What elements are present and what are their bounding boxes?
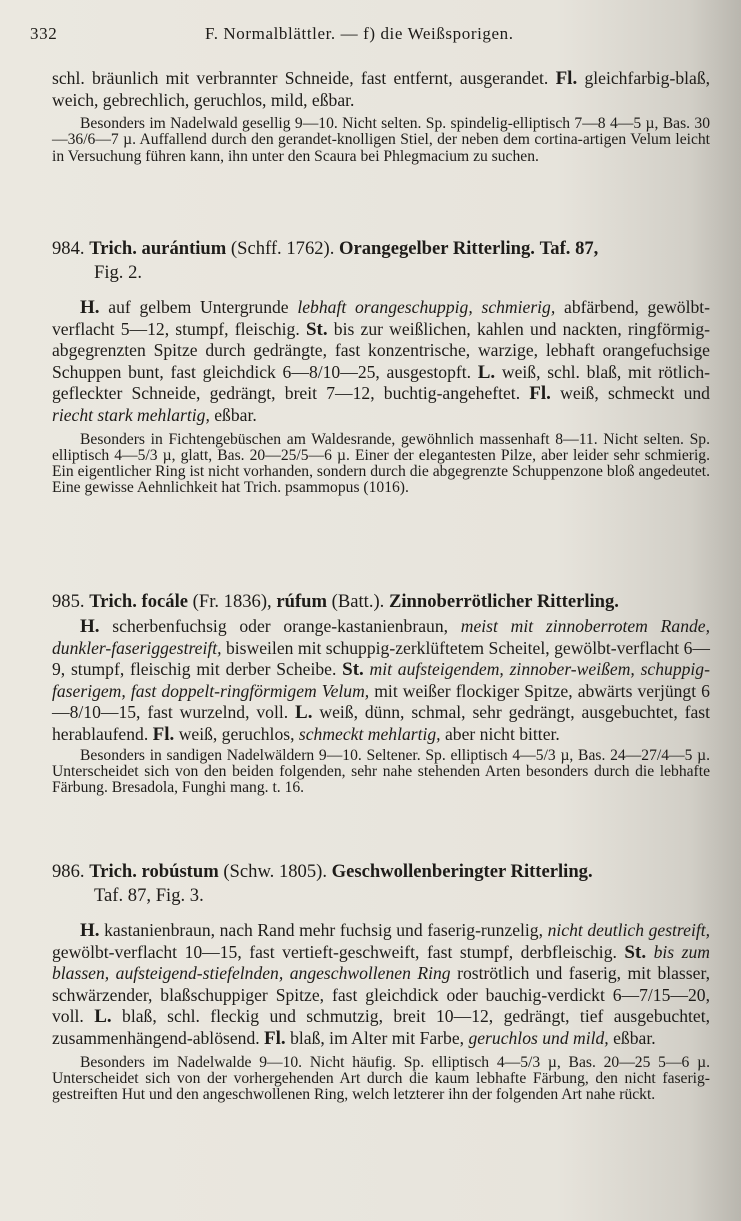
cap-label: H. <box>80 616 100 637</box>
stem-label: St. <box>624 941 647 963</box>
stem-text-em: bis zum blassen, aufsteigend-stiefelnden, angeschwollenen Ring <box>52 941 710 984</box>
entry-genus: Trich. <box>89 861 137 882</box>
entry-heading <box>52 860 710 908</box>
intro-fl-label: Fl. <box>555 68 578 89</box>
flesh-text: weiß, geruchlos, <box>178 723 295 744</box>
flesh-text-em: geruchlos und mild, <box>468 1027 609 1048</box>
entry-number: 985. <box>52 591 85 612</box>
flesh-text: weiß, schmeckt und <box>560 383 710 404</box>
entry-figure: Fig. 2. <box>94 262 143 283</box>
entry-984 <box>52 237 710 496</box>
entry-species-synonym: rúfum <box>276 591 327 612</box>
entry-genus: Trich. <box>89 238 137 259</box>
entry-genus: Trich. <box>89 591 137 612</box>
intro-line2: gleichfarbig-blaß, weich, gebrechlich, geruchlos, mild, eßbar. <box>52 68 711 110</box>
entry-author: (Schff. 1762). <box>230 238 335 259</box>
cap-text-2: abfärbend, gewölbt-verflacht 5—12, stumpf, fleischig. <box>52 297 711 339</box>
entry-note: Besonders in sandigen Nadelwäldern 9—10. Seltener. Sp. elliptisch 4—5/3 µ, Bas. 24—27/4—5 µ. Unterscheidet sich von den beiden folgenden, sehr nahe stehenden Arten besonders durch die lebhafte Färbung. Bresadola, Funghi mang. t. 16. <box>52 746 710 796</box>
entry-plate: Taf. 87, <box>539 238 599 259</box>
entry-common-name: Orangegelber Ritterling. <box>339 238 535 259</box>
entry-author: (Fr. 1836), <box>192 591 272 612</box>
intro-line1: schl. bräunlich mit verbrannter Schneide, fast entfernt, ausgerandet. <box>52 68 549 88</box>
cap-label: H. <box>80 920 100 941</box>
entry-986 <box>52 860 710 1103</box>
gills-text: blaß, schl. fleckig und schmutzig, breit 10—12, gedrängt, tief ausgebuchtet, zusammenhängend-ablösend. <box>52 1006 711 1048</box>
entry-species: robústum <box>141 861 219 882</box>
page-header <box>30 24 701 50</box>
intro-note: Besonders im Nadelwald gesellig 9—10. Nicht selten. Sp. spindelig-elliptisch 7—8 4—5 µ, Bas. 30—36/6—7 µ. Auffallend durch den gerandet-knolligen Stiel, der neben dem cortina-artigen Velum leicht in Versuchung führen kann, ihn unter den Scaura bei Phlegmacium zu suchen. <box>52 115 710 165</box>
stem-text: bis zur weißlichen, kahlen und nackten, ringförmig-abgegrenzten Spitze durch gedrängte, fast konzentrische, warzige, lebhaft orangefuchsige Schuppen bunt, fast gleichdick 6—8/10—25, ausgestopft. <box>52 318 711 382</box>
entry-author-synonym: (Batt.). <box>331 591 385 612</box>
cap-text-em: meist mit zinnoberrotem Rande, dunkler-faseriggestreift, <box>52 616 710 658</box>
cap-text-em: nicht deutlich gestreift, <box>547 920 711 940</box>
flesh-text-end: aber nicht bitter. <box>444 723 560 744</box>
flesh-label: Fl. <box>264 1027 286 1049</box>
entry-plate: Taf. 87, Fig. 3. <box>94 885 204 906</box>
cap-text-2: bisweilen mit schuppig-zerklüftetem Scheitel, gewölbt-verflacht 6—9, stumpf, fleischig mit derber Scheibe. <box>52 637 710 680</box>
flesh-label: Fl. <box>152 723 175 745</box>
entry-heading <box>52 237 710 285</box>
gills-text: weiß, dünn, schmal, sehr gedrängt, ausgebuchtet, fast herablaufend. <box>52 702 711 744</box>
entry-note: Besonders in Fichtengebüschen am Waldesrande, gewöhnlich massenhaft 8—11. Nicht selten. Sp. elliptisch 4—5/3 µ, glatt, Bas. 20—25/5—6 µ. Einer der elegantesten Pilze, aber leider sehr schmierig. Ein eigentlicher Ring ist nicht vorhanden, sondern durch die abgegrenzte Schuppenzone bloß angedeutet. Eine gewisse Aehnlichkeit hat Trich. psammopus (1016). <box>52 430 710 497</box>
entry-note: Besonders im Nadelwalde 9—10. Nicht häufig. Sp. elliptisch 4—5/3 µ, Bas. 20—25 5—6 µ. Unterscheidet sich von der vorhergehenden Art durch die kaum lebhafte Färbung, den nicht faserig-gestreiften Hut und den angeschwollenen Ring, welch letzterer ihn der folgenden Art nahe rückt. <box>52 1053 710 1103</box>
flesh-text-end: eßbar. <box>613 1027 656 1048</box>
flesh-text-em: schmeckt mehlartig, <box>298 723 441 744</box>
stem-label: St. <box>342 659 364 681</box>
stem-label: St. <box>305 318 328 340</box>
entry-species: focále <box>141 591 189 612</box>
gills-text: weiß, schl. blaß, mit rötlich-gefleckter Schneide, gedrängt, breit 7—12, buchtig-angeheftet. <box>52 361 710 404</box>
entry-number: 986. <box>52 861 85 882</box>
cap-text-1: auf gelbem Untergrunde <box>108 297 289 317</box>
running-title: F. Normalblättler. — f) die Weißsporigen. <box>205 24 514 43</box>
flesh-text-end: eßbar. <box>214 404 257 425</box>
stem-text: mit weißer flockiger Spitze, abwärts verjüngt 6—8/10—15, fast wurzelnd, voll. <box>52 680 710 723</box>
entry-species: aurántium <box>141 238 227 259</box>
entry-description <box>52 920 710 1050</box>
page-number: 332 <box>30 24 58 43</box>
cap-text-em: lebhaft orangeschuppig, schmierig, <box>297 297 556 317</box>
flesh-text-em: riecht stark mehlartig, <box>52 404 210 425</box>
cap-label: H. <box>80 297 100 318</box>
entry-heading <box>52 590 710 614</box>
entry-description <box>52 297 710 427</box>
intro-text <box>52 68 710 111</box>
cap-text-1: kastanienbraun, nach Rand mehr fuchsig und faserig-runzelig, <box>104 920 543 940</box>
flesh-label: Fl. <box>529 383 551 405</box>
entry-common-name: Zinnoberrötlicher Ritterling. <box>388 591 619 612</box>
entry-number: 984. <box>52 238 85 259</box>
entry-description <box>52 616 710 746</box>
gills-label: L. <box>94 1006 112 1028</box>
gills-label: L. <box>477 361 496 383</box>
flesh-text: blaß, im Alter mit Farbe, <box>290 1027 465 1048</box>
gills-label: L. <box>295 702 313 724</box>
entry-985 <box>52 590 710 796</box>
cap-text-1: scherbenfuchsig oder orange-kastanienbraun, <box>112 616 449 636</box>
entry-common-name: Geschwollenberingter Ritterling. <box>331 861 593 882</box>
intro-continuation <box>52 68 710 165</box>
stem-text: roströtlich und faserig, mit blasser, schwärzender, blaßschuppiger Spitze, fast gleichdick oder bauchig-verdickt 6—7/15—20, voll. <box>52 963 710 1027</box>
cap-text-2: gewölbt-verflacht 10—15, fast vertieft-geschweift, fast stumpf, derbfleischig. <box>52 941 617 962</box>
entry-author: (Schw. 1805). <box>223 861 327 882</box>
stem-text-em: mit aufsteigendem, zinnober-weißem, schuppig-faserigem, fast doppelt-ringförmigem Velum, <box>52 659 710 701</box>
